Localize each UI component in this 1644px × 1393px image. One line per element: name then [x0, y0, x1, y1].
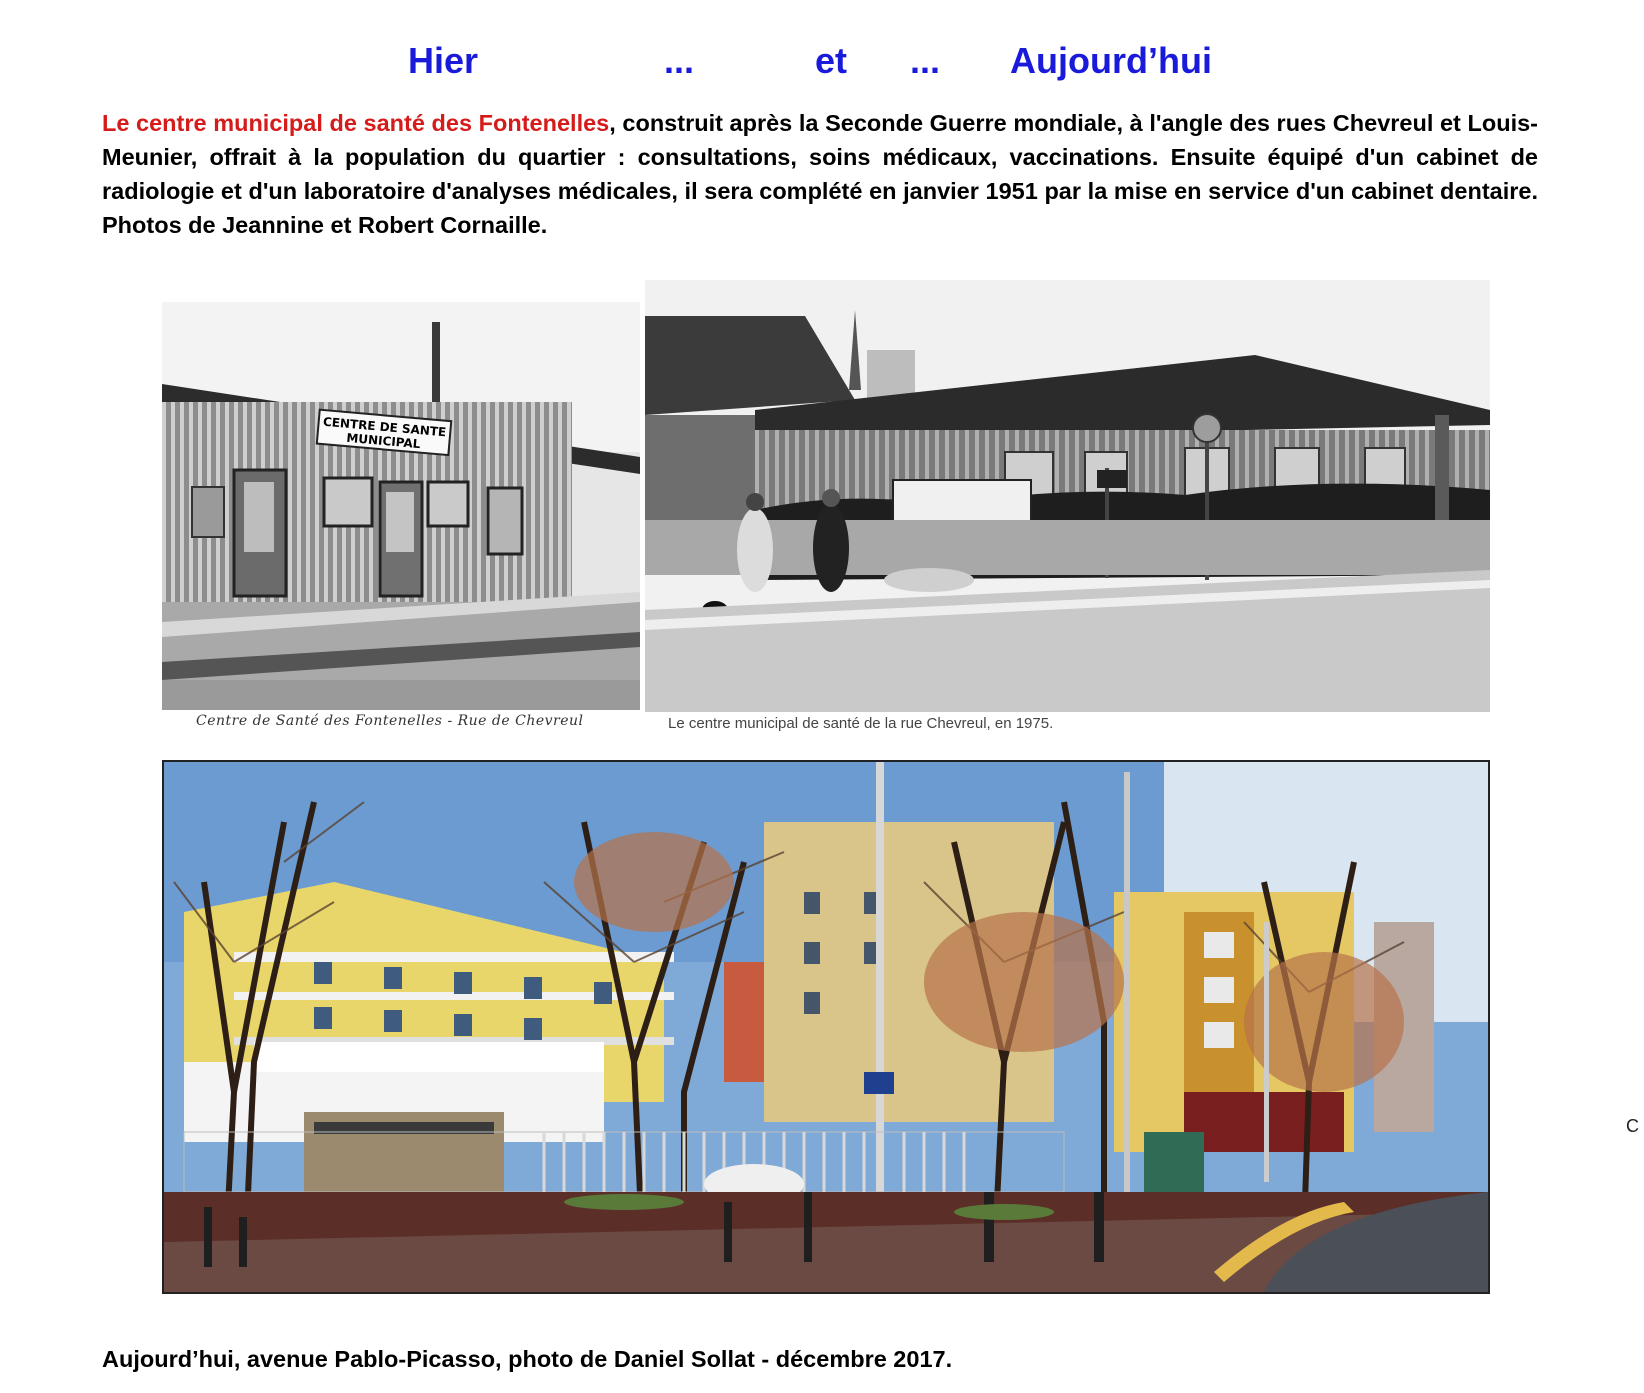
title-dots-2: ...	[910, 40, 941, 81]
title-aujourdhui: Aujourd’hui	[1010, 40, 1212, 81]
title-et: et	[815, 40, 848, 81]
title-hier: Hier	[408, 40, 479, 81]
intro-highlight: Le centre municipal de santé des Fontenelles	[102, 110, 610, 136]
modern-photo-caption: Aujourd’hui, avenue Pablo-Picasso, photo de Daniel Sollat - décembre 2017.	[102, 1346, 953, 1372]
old-photo-handwritten-caption: Centre de Santé des Fontenelles - Rue de Chevreul	[196, 713, 584, 729]
page-title	[0, 40, 1644, 88]
old-photo-1975	[645, 280, 1490, 712]
edge-letter: C	[1626, 1116, 1639, 1136]
intro-paragraph	[102, 106, 1538, 242]
modern-photo-avenue-pablo-picasso	[162, 760, 1490, 1294]
old-photo-1975-caption: Le centre municipal de santé de la rue Chevreul, en 1975.	[668, 715, 1054, 732]
intro-text: , construit après la Seconde Guerre mondiale, à l'angle des rues Chevreul et Louis-Meunier, offrait à la population du quartier : consultations, soins médicaux, vaccinations. Ensuite équipé d'un cabinet de radiologie et d'un laboratoire d'analyses médicales, il sera complété en janvier 1951 par la mise en service d'un cabinet dentaire. Photos de Jeannine et Robert Cornaille.	[102, 110, 1538, 238]
old-photo-centre-sante	[162, 302, 640, 710]
old-photo-sign-text: CENTRE DE SANTE MUNICIPAL	[322, 414, 447, 452]
title-dots-1: ...	[664, 40, 695, 81]
